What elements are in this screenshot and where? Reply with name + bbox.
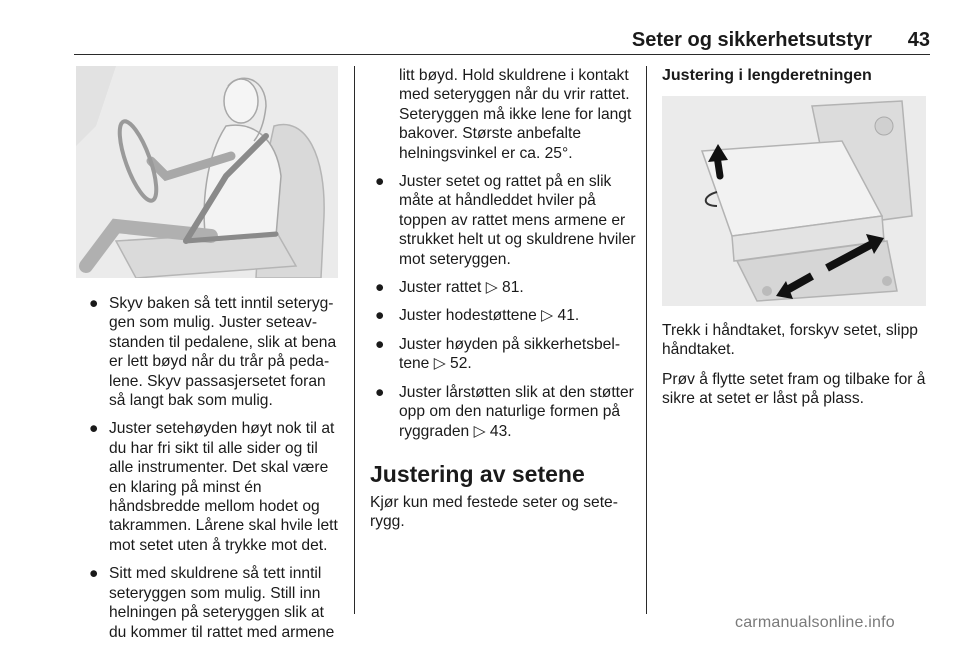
page-reference-icon: ▷: [541, 307, 554, 325]
seat-drawing: [662, 96, 926, 306]
list-item-text: [399, 306, 636, 325]
bullet-dot: ●: [89, 420, 99, 438]
column-divider-right: [646, 66, 647, 614]
list-item-text: Sitt med skuldrene så tett inntil seteryggen som mulig. Still inn helningen på seteryggen slik at du kommer til rattet med armene: [109, 565, 335, 641]
page-reference-icon: ▷: [473, 422, 486, 440]
bullet-dot: ●: [375, 335, 385, 353]
list-item-label: Juster hodestøttene: [399, 307, 537, 325]
section-body: Kjør kun med festede seter og seterygg.: [370, 493, 618, 531]
list-item-label: Juster lårstøtten slik at den støtter opp om den naturlige formen på ryggraden: [399, 383, 634, 440]
column-divider-left: [354, 66, 355, 614]
page-number: 43: [907, 29, 930, 51]
page-reference-icon: ▷: [485, 279, 498, 297]
list-item-text: [399, 335, 636, 374]
bullet-dot: ●: [375, 173, 385, 191]
seat-adjustment-illustration: [662, 96, 926, 306]
bullet-dot: ●: [375, 279, 385, 297]
list-item-label: Juster høyden på sikkerhetsbeltene: [399, 335, 621, 373]
list-item-text: Juster setet og rattet på en slik måte at håndleddet hviler på toppen av rattet mens armene er strukket helt ut og skuldrene hviler mot seteryggen.: [399, 173, 636, 268]
instruction-paragraph: Prøv å flytte setet fram og tilbake for å sikre at setet er låst på plass.: [662, 370, 926, 408]
page-reference[interactable]: 41.: [557, 307, 580, 325]
header-divider: [74, 54, 930, 55]
column-middle: [370, 66, 636, 532]
bullet-dot: ●: [89, 295, 99, 312]
list-item: [87, 564, 341, 642]
list-item: [87, 419, 341, 555]
list-item: [370, 383, 636, 441]
list-item-text: [399, 278, 636, 297]
list-item: [370, 335, 636, 374]
page-reference[interactable]: 43.: [489, 422, 512, 440]
bullet-dot: ●: [375, 307, 385, 325]
list-item: [370, 278, 636, 297]
watermark-text: carmanualsonline.info: [735, 614, 895, 631]
list-item-label: Juster rattet: [399, 279, 482, 297]
list-item: [370, 172, 636, 269]
driver-posture-drawing: [76, 66, 338, 278]
page-reference[interactable]: 52.: [450, 355, 472, 373]
page-reference-icon: ▷: [433, 355, 446, 373]
list-item: [370, 306, 636, 325]
page-reference[interactable]: 81.: [502, 279, 524, 297]
bullet-dot: ●: [375, 383, 385, 401]
list-item-text: Juster setehøyden høyt nok til at du har fri sikt til alle sider og til alle instrumenter. Det skal være en klaring på minst én håndsbredde mellom hodet og takrammen. Lårene skal hvile lett mot setet uten å trykke mot det.: [109, 420, 338, 554]
driver-seating-illustration: [76, 66, 338, 278]
subsection-heading: Justering i lengderetningen: [662, 67, 872, 84]
column-left: [87, 294, 341, 651]
section-heading: Justering av setene: [370, 460, 585, 487]
page-header-title: Seter og sikkerhetsutstyr: [631, 29, 872, 51]
continuation-text: litt bøyd. Hold skuldrene i kontakt med seteryggen når du vrir rattet. Seteryggen må ikke lene for langt bakover. Største anbefalte helningsvinkel er ca. 25°.: [399, 67, 632, 162]
list-item: [87, 294, 341, 410]
column-right-text: [662, 321, 930, 409]
column-right: [662, 66, 930, 93]
bullet-dot: ●: [89, 565, 99, 583]
list-item-text: [399, 383, 636, 441]
instruction-paragraph: Trekk i håndtaket, forskyv setet, slipp håndtaket.: [662, 322, 918, 359]
list-item-text: Skyv baken så tett inntil seteryggen som mulig. Juster seteavstanden til pedalene, slik at bena er lett bøyd når du trår på pedalene. Skyv passasjersetet foran så langt bak som mulig.: [109, 295, 337, 410]
